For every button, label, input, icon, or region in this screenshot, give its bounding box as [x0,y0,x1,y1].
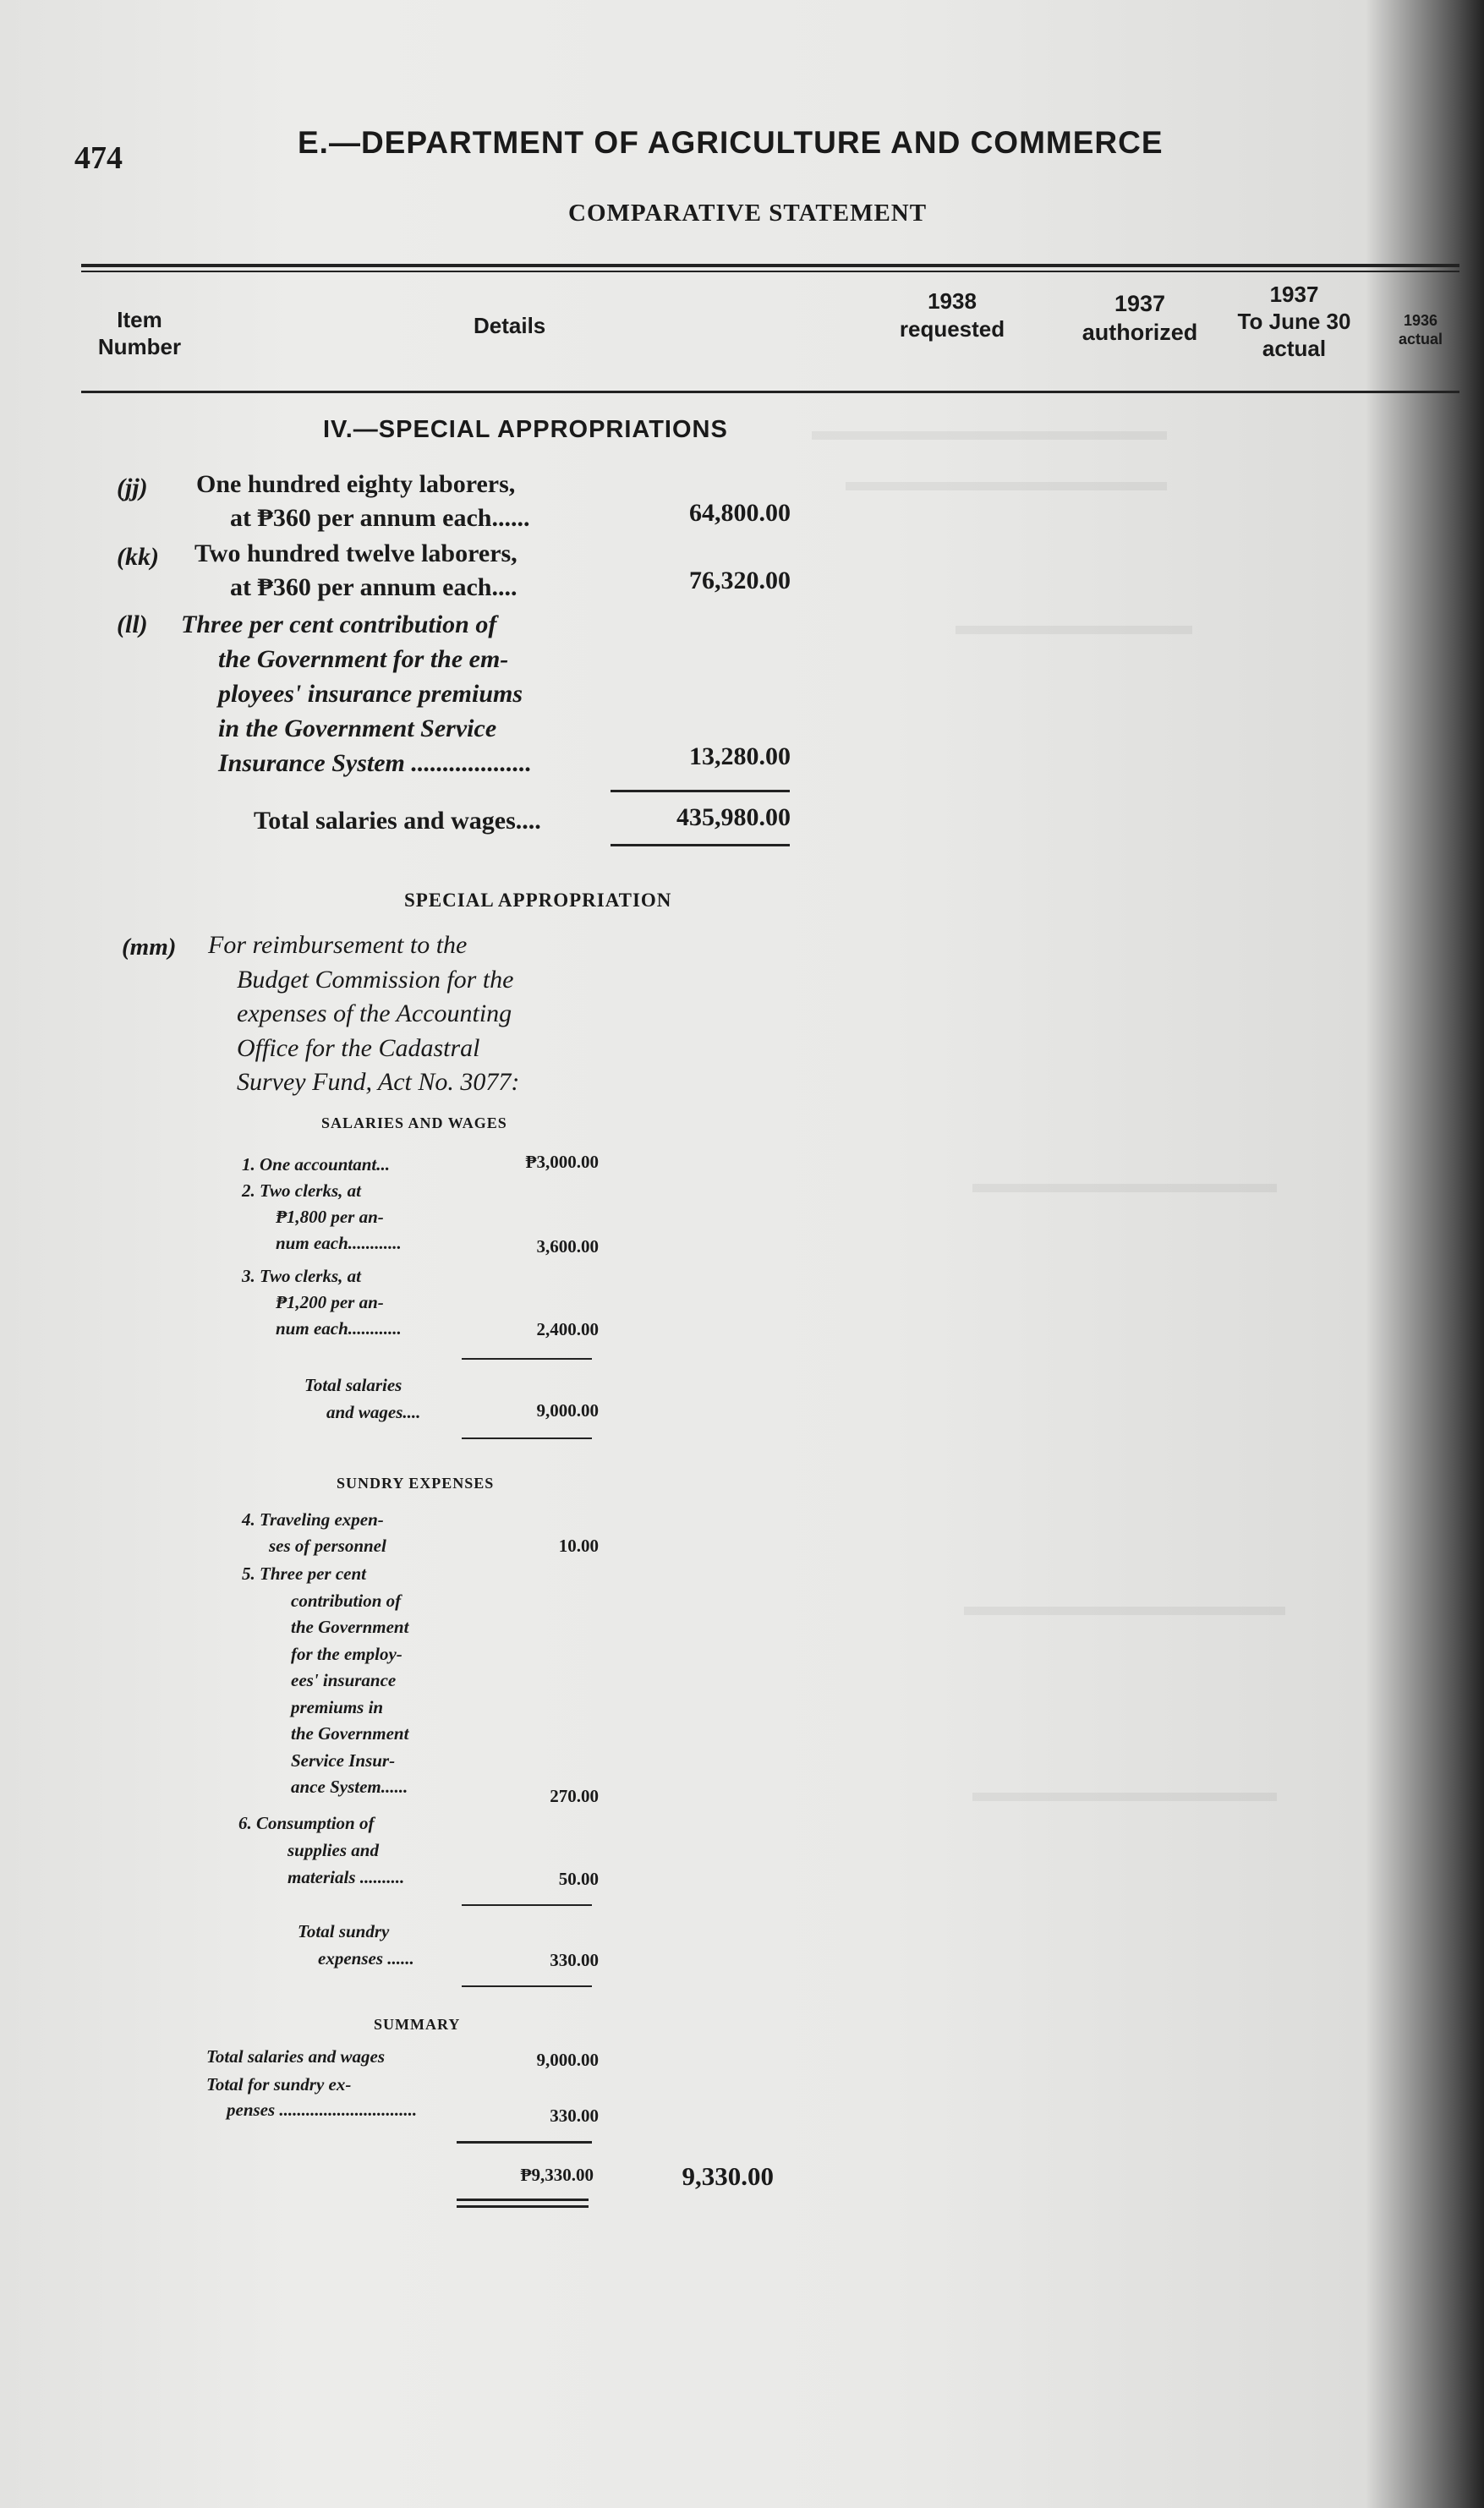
expense-4-amount: 10.00 [558,1536,599,1556]
salary-2-amount: 3,600.00 [536,1236,599,1257]
section-title: IV.—SPECIAL APPROPRIATIONS [323,416,728,443]
bleed-through-mark [964,1607,1285,1615]
salary-2-text: 2. Two clerks, at ₱1,800 per an- num each............ [242,1180,402,1253]
item-ll-amount: 13,280.00 [689,742,791,770]
item-jj-amount: 64,800.00 [689,499,791,527]
expense-6-text: 6. Consumption of supplies and materials .......... [238,1813,405,1887]
summary-heading: SUMMARY [374,2016,461,2033]
grand-total-rule-2 [457,2205,589,2208]
special-appropriation-title: SPECIAL APPROPRIATION [404,890,672,911]
salaries-subtotal-rule [462,1358,592,1360]
item-ll-line: Three per cent contribution of [181,611,497,638]
item-kk-amount: 76,320.00 [689,567,791,594]
col-1937-june-actual: 1937 To June 30 actual [1237,282,1351,361]
summary-sundry-text: Total for sundry ex- penses ............................... [206,2074,418,2120]
salaries-total-rule [462,1437,592,1439]
item-label-kk: (kk) [117,543,159,571]
total-salaries-amount: 9,000.00 [536,1400,599,1421]
expense-6-amount: 50.00 [558,1869,599,1889]
item-kk-line2: at ₱360 per annum each.... [230,573,517,601]
item-mm-text [208,928,519,1100]
grand-total-amount: ₱9,330.00 [520,2165,594,2185]
item-ll-line: Insurance System ................... [218,749,532,777]
department-title: E.—DEPARTMENT OF AGRICULTURE AND COMMERCE [298,125,1164,160]
bleed-through-mark [972,1184,1277,1192]
header-rule-bottom [81,391,1459,393]
item-jj-line1: One hundred eighty laborers, [196,470,516,498]
salary-1-text: 1. One accountant... [242,1154,391,1175]
bleed-through-mark [972,1793,1277,1801]
expense-4-text: 4. Traveling expen- ses of personnel [242,1509,386,1556]
subtotal-rule [611,790,790,792]
document-subtitle: COMPARATIVE STATEMENT [568,200,928,227]
item-ll-line: ployees' insurance premiums [218,680,523,708]
item-label-jj: (jj) [117,474,148,501]
total-salaries-wages-label: Total salaries and wages.... [254,807,541,835]
col-details: Details [474,313,546,338]
summary-salaries-amount: 9,000.00 [536,2050,599,2070]
expense-5-amount: 270.00 [550,1786,599,1806]
grand-total-column-amount: 9,330.00 [682,2161,774,2191]
header-rule-top-2 [81,271,1459,272]
item-mm-line: For reimbursement to the [208,931,468,959]
item-mm-line: Budget Commission for the [237,965,514,994]
salary-3-amount: 2,400.00 [536,1319,599,1339]
total-salaries-text: Total salaries and wages.... [304,1375,421,1422]
grand-total-rule-1 [457,2199,589,2201]
bleed-through-mark [956,626,1192,634]
header-rule-top [81,264,1459,267]
item-kk-line1: Two hundred twelve laborers, [194,539,517,567]
item-ll-line: the Government for the em- [218,645,509,673]
sundry-subtotal-rule [462,1904,592,1906]
item-label-ll: (ll) [117,611,148,638]
col-item-number: Item Number [97,307,182,359]
salary-3-text: 3. Two clerks, at ₱1,200 per an- num each............ [242,1266,402,1339]
item-label-mm: (mm) [122,934,177,961]
col-1936-actual: 1936 actual [1398,312,1443,348]
salary-1-amount: ₱3,000.00 [525,1152,599,1172]
total-rule [611,844,790,846]
item-jj-line2: at ₱360 per annum each...... [230,504,530,532]
item-mm-line: Office for the Cadastral [237,1033,480,1062]
page-number: 474 [74,140,123,176]
summary-salaries-label: Total salaries and wages [206,2046,386,2067]
total-salaries-wages-amount: 435,980.00 [676,803,791,831]
sundry-expenses-heading: SUNDRY EXPENSES [337,1475,495,1492]
col-1937-authorized: 1937 authorized [1082,291,1198,345]
total-sundry-text: Total sundry expenses ...... [298,1921,414,1969]
salaries-wages-heading: SALARIES AND WAGES [321,1114,507,1131]
col-1938-requested: 1938 requested [899,288,1005,342]
bleed-through-mark [846,482,1167,490]
item-ll-text [181,607,532,780]
item-ll-line: in the Government Service [218,715,497,742]
summary-sundry-amount: 330.00 [550,2106,599,2126]
expense-5-text: 5. Three per cent contribution of the Government for the employ- ees' insurance premiums in the Government Service Insur- ance System...... [242,1563,409,1797]
total-sundry-amount: 330.00 [550,1950,599,1970]
item-mm-line: Survey Fund, Act No. 3077: [237,1068,520,1096]
bleed-through-mark [812,431,1167,440]
item-mm-line: expenses of the Accounting [237,999,512,1027]
sundry-total-rule [462,1985,592,1987]
summary-rule [457,2141,592,2144]
